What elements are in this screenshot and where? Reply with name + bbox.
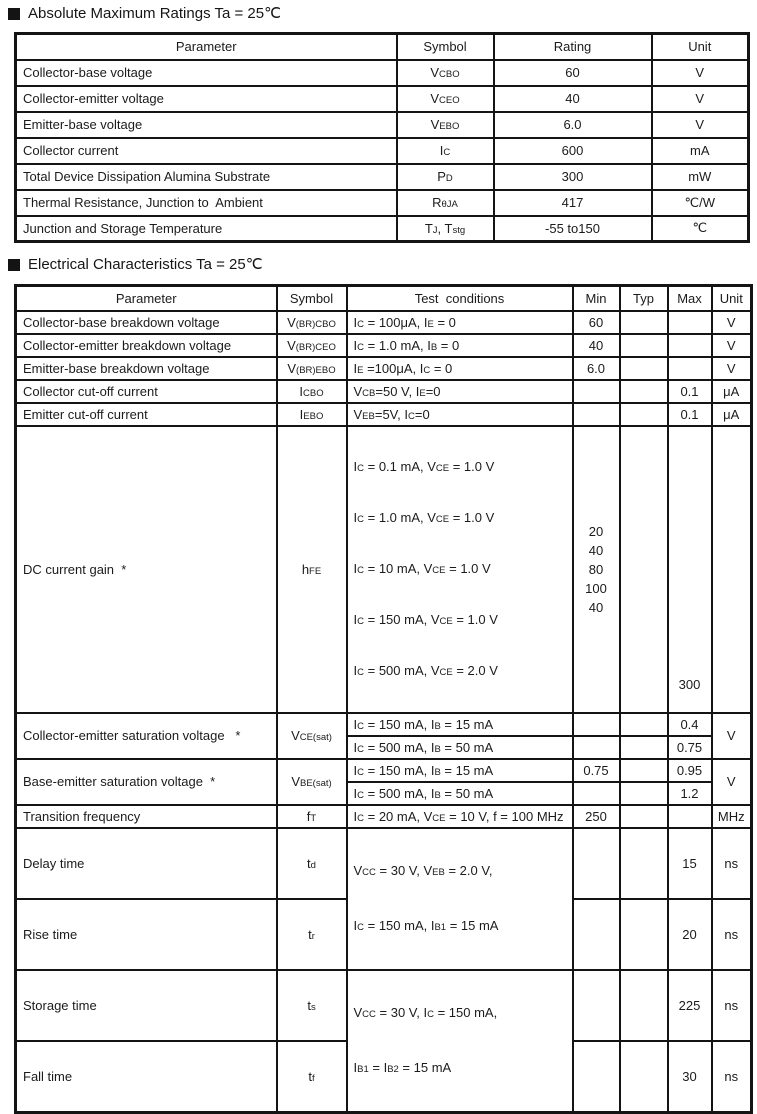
rating-cell: 300 — [494, 164, 652, 190]
param-cell: Collector cut-off current — [16, 380, 277, 403]
table-row — [16, 805, 752, 828]
symbol-cell: IC — [397, 138, 494, 164]
symbol-cell: TJ, Tstg — [397, 216, 494, 242]
unit-cell: V — [712, 357, 752, 380]
param-cell: Collector current — [16, 138, 397, 164]
cond-line: IB1 = IB2 = 15 mA — [353, 1059, 452, 1075]
min-cell: 40 — [573, 334, 620, 357]
unit-cell: ns — [712, 1041, 752, 1112]
min-cell: 250 — [573, 805, 620, 828]
cond-line: IC = 0.1 mA, VCE = 1.0 V — [353, 458, 495, 474]
max-cell: 15 — [668, 828, 712, 899]
param-cell: Collector-emitter breakdown voltage — [16, 334, 277, 357]
max-cell — [668, 334, 712, 357]
section-title-text: Absolute Maximum Ratings Ta = 25℃ — [28, 5, 281, 22]
param-cell: DC current gain * — [16, 426, 277, 713]
typ-cell — [620, 782, 668, 805]
table-row — [16, 970, 752, 1041]
unit-cell: V — [712, 759, 752, 805]
table-row — [16, 216, 749, 242]
unit-cell: ℃/W — [652, 190, 749, 216]
cond-cell: IC = 500 mA, IB = 50 mA — [347, 782, 573, 805]
unit-cell: V — [652, 86, 749, 112]
unit-cell: ns — [712, 970, 752, 1041]
cond-cell: IC = 20 mA, VCE = 10 V, f = 100 MHz — [347, 805, 573, 828]
rating-cell: 60 — [494, 60, 652, 86]
header-cell-test-conditions: Test conditions — [347, 286, 573, 311]
symbol-cell: IEBO — [277, 403, 347, 426]
min-cell — [573, 713, 620, 736]
symbol-cell: td — [277, 828, 347, 899]
typ-cell — [620, 805, 668, 828]
max-cell — [668, 357, 712, 380]
header-cell-max: Max — [668, 286, 712, 311]
max-cell: 0.4 — [668, 713, 712, 736]
header-cell-typ: Typ — [620, 286, 668, 311]
max-cell — [668, 311, 712, 334]
typ-cell — [620, 736, 668, 759]
min-cell — [573, 899, 620, 970]
symbol-cell: tf — [277, 1041, 347, 1112]
param-cell: Transition frequency — [16, 805, 277, 828]
typ-cell — [620, 970, 668, 1041]
rating-cell: 600 — [494, 138, 652, 164]
cond-cell: IC = 150 mA, IB = 15 mA — [347, 759, 573, 782]
max-cell: 0.95 — [668, 759, 712, 782]
symbol-cell: VBE(sat) — [277, 759, 347, 805]
typ-cell — [620, 759, 668, 782]
min-cell — [573, 828, 620, 899]
param-cell: Thermal Resistance, Junction to Ambient — [16, 190, 397, 216]
header-cell-symbol: Symbol — [277, 286, 347, 311]
min-cell — [573, 426, 620, 713]
table-row — [16, 759, 752, 782]
header-cell-parameter: Parameter — [16, 286, 277, 311]
cond-cell: VCB=50 V, IE=0 — [347, 380, 573, 403]
cond-cell: IC = 150 mA, IB = 15 mA — [347, 713, 573, 736]
rating-cell: -55 to150 — [494, 216, 652, 242]
symbol-cell: ts — [277, 970, 347, 1041]
param-cell: Collector-base voltage — [16, 60, 397, 86]
min-cell — [573, 403, 620, 426]
symbol-cell: PD — [397, 164, 494, 190]
unit-cell: mW — [652, 164, 749, 190]
min-cell — [573, 736, 620, 759]
typ-cell — [620, 426, 668, 713]
min-cell — [573, 1041, 620, 1112]
table-row — [16, 828, 752, 899]
max-cell — [668, 805, 712, 828]
unit-cell: V — [712, 713, 752, 759]
typ-cell — [620, 899, 668, 970]
unit-cell — [712, 426, 752, 713]
param-cell: Delay time — [16, 828, 277, 899]
unit-cell: MHz — [712, 805, 752, 828]
param-cell: Junction and Storage Temperature — [16, 216, 397, 242]
cond-line: IC = 1.0 mA, VCE = 1.0 V — [353, 509, 495, 525]
header-cell-symbol: Symbol — [397, 34, 494, 60]
unit-cell: V — [712, 334, 752, 357]
unit-cell: ns — [712, 899, 752, 970]
min-line: 20 — [588, 523, 604, 539]
elec-header-row — [16, 286, 752, 311]
rating-cell: 417 — [494, 190, 652, 216]
cond-cell: IE =100μA, IC = 0 — [347, 357, 573, 380]
header-cell-unit: Unit — [712, 286, 752, 311]
symbol-cell: V(BR)CEO — [277, 334, 347, 357]
min-cell: 6.0 — [573, 357, 620, 380]
param-cell: Collector-emitter voltage — [16, 86, 397, 112]
rating-cell: 40 — [494, 86, 652, 112]
unit-cell: μA — [712, 380, 752, 403]
symbol-cell: VCE(sat) — [277, 713, 347, 759]
unit-cell: V — [712, 311, 752, 334]
param-cell: Emitter-base breakdown voltage — [16, 357, 277, 380]
unit-cell: V — [652, 112, 749, 138]
section-marker-icon — [8, 8, 20, 20]
table-row-hfe — [16, 426, 752, 713]
table-row — [16, 334, 752, 357]
cond-cell — [347, 828, 573, 970]
header-cell-parameter: Parameter — [16, 34, 397, 60]
param-cell: Base-emitter saturation voltage * — [16, 759, 277, 805]
max-cell: 0.1 — [668, 380, 712, 403]
max-cell: 30 — [668, 1041, 712, 1112]
typ-cell — [620, 357, 668, 380]
symbol-cell: VCBO — [397, 60, 494, 86]
symbol-cell: tr — [277, 899, 347, 970]
cond-cell: IC = 1.0 mA, IB = 0 — [347, 334, 573, 357]
table-row — [16, 60, 749, 86]
typ-cell — [620, 713, 668, 736]
elec-table — [14, 284, 753, 1114]
symbol-cell: fT — [277, 805, 347, 828]
param-cell: Rise time — [16, 899, 277, 970]
cond-line: IC = 150 mA, IB1 = 15 mA — [353, 917, 499, 933]
table-row — [16, 403, 752, 426]
min-cell — [573, 970, 620, 1041]
symbol-cell: VCEO — [397, 86, 494, 112]
cond-cell: IC = 100μA, IE = 0 — [347, 311, 573, 334]
symbol-cell: V(BR)CBO — [277, 311, 347, 334]
min-line: 80 — [588, 561, 604, 577]
abs-max-table — [14, 32, 750, 243]
header-cell-unit: Unit — [652, 34, 749, 60]
table-row — [16, 86, 749, 112]
rating-cell: 6.0 — [494, 112, 652, 138]
symbol-cell: RθJA — [397, 190, 494, 216]
min-cell: 60 — [573, 311, 620, 334]
unit-cell: ℃ — [652, 216, 749, 242]
max-cell: 20 — [668, 899, 712, 970]
section-title-text: Electrical Characteristics Ta = 25℃ — [28, 256, 263, 273]
min-line: 40 — [588, 542, 604, 558]
min-cell — [573, 782, 620, 805]
table-row — [16, 357, 752, 380]
param-cell: Collector-emitter saturation voltage * — [16, 713, 277, 759]
abs-max-section-title — [8, 5, 757, 23]
min-cell — [573, 380, 620, 403]
typ-cell — [620, 311, 668, 334]
cond-line: IC = 150 mA, VCE = 1.0 V — [353, 611, 498, 627]
min-line: 100 — [585, 580, 607, 596]
symbol-cell: VEBO — [397, 112, 494, 138]
elec-section-title — [8, 256, 757, 274]
cond-cell — [347, 426, 573, 713]
cond-line: VCC = 30 V, VEB = 2.0 V, — [353, 862, 493, 878]
cond-line: VCC = 30 V, IC = 150 mA, — [353, 1004, 498, 1020]
symbol-cell: hFE — [277, 426, 347, 713]
cond-cell: IC = 500 mA, IB = 50 mA — [347, 736, 573, 759]
cond-line: IC = 500 mA, VCE = 2.0 V — [353, 662, 498, 678]
typ-cell — [620, 334, 668, 357]
header-cell-rating: Rating — [494, 34, 652, 60]
table-row — [16, 164, 749, 190]
param-cell: Emitter cut-off current — [16, 403, 277, 426]
unit-cell: μA — [712, 403, 752, 426]
cond-line: IC = 10 mA, VCE = 1.0 V — [353, 560, 491, 576]
section-marker-icon — [8, 259, 20, 271]
typ-cell — [620, 1041, 668, 1112]
min-cell: 0.75 — [573, 759, 620, 782]
table-row — [16, 138, 749, 164]
param-cell: Collector-base breakdown voltage — [16, 311, 277, 334]
header-cell-min: Min — [573, 286, 620, 311]
unit-cell: V — [652, 60, 749, 86]
cond-cell — [347, 970, 573, 1113]
max-cell: 1.2 — [668, 782, 712, 805]
abs-max-header-row — [16, 34, 749, 60]
table-row — [16, 380, 752, 403]
unit-cell: mA — [652, 138, 749, 164]
param-cell: Total Device Dissipation Alumina Substrate — [16, 164, 397, 190]
typ-cell — [620, 828, 668, 899]
param-cell: Emitter-base voltage — [16, 112, 397, 138]
typ-cell — [620, 403, 668, 426]
max-cell: 0.1 — [668, 403, 712, 426]
table-row — [16, 713, 752, 736]
symbol-cell: ICBO — [277, 380, 347, 403]
table-row — [16, 190, 749, 216]
max-cell: 0.75 — [668, 736, 712, 759]
cond-cell: VEB=5V, IC=0 — [347, 403, 573, 426]
max-cell: 300 — [668, 426, 712, 713]
max-cell: 225 — [668, 970, 712, 1041]
table-row — [16, 311, 752, 334]
table-row — [16, 112, 749, 138]
unit-cell: ns — [712, 828, 752, 899]
typ-cell — [620, 380, 668, 403]
min-line: 40 — [588, 599, 604, 615]
symbol-cell: V(BR)EBO — [277, 357, 347, 380]
param-cell: Fall time — [16, 1041, 277, 1112]
param-cell: Storage time — [16, 970, 277, 1041]
